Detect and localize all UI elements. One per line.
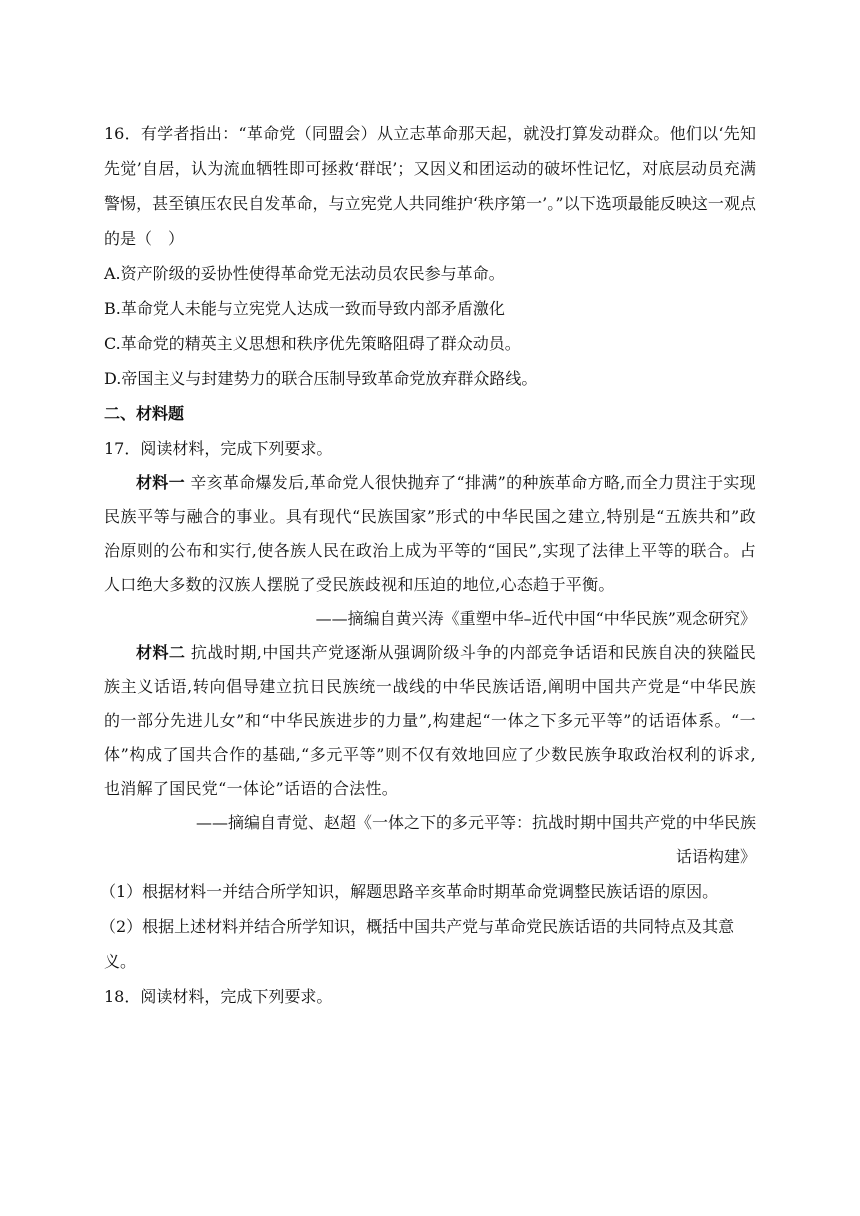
section-title: 二、材料题 [104,404,185,423]
material-1-source: ——摘编自黄兴涛《重塑中华–近代中国“中华民族”观念研究》 [315,609,756,628]
material-2-source-line-2: 话语构建》 [675,847,756,866]
question-16-option-d: D.帝国主义与封建势力的联合压制导致革命党放弃群众路线。 [104,369,538,388]
material-1-text: 辛亥革命爆发后,革命党人很快抛弃了“排满”的种族革命方略,而全力贯注于实现民族平等与融合的事业。具有现代“民族国家”形式的中华民国之建立,特别是“五族共和”政治原则的公布和实行,使各族人民在政治上成为平等的“国民”,实现了法律上平等的联合。占人口绝大多数的汉族人摆脱了受民族歧视和压迫的地位,心态趋于平衡。 [104,473,756,594]
question-16-option-b: B.革命党人未能与立宪党人达成一致而导致内部矛盾激化 [104,299,505,318]
question-16-stem: 16．有学者指出：“革命党（同盟会）从立志革命那天起，就没打算发动群众。他们以‘先知先觉’自居，认为流血牺牲即可拯救‘群氓’；又因义和团运动的破坏性记忆，对底层动员充满警惕，甚至镇压农民自发革命，与立宪党人共同维护‘秩序第一’。”以下选项最能反映这一观点的是（ ） [104,124,756,248]
material-2-label: 材料二 [136,643,186,662]
material-1 [104,466,756,602]
question-16-option-c: C.革命党的精英主义思想和秩序优先策略阻碍了群众动员。 [104,334,521,353]
material-2 [104,636,756,806]
question-17-stem: 17．阅读材料，完成下列要求。 [104,439,333,458]
question-16-option-a: A.资产阶级的妥协性使得革命党无法动员农民参与革命。 [104,264,505,283]
document-page [100,116,756,1014]
question-18-stem: 18．阅读材料，完成下列要求。 [104,987,333,1006]
material-2-text: 抗战时期,中国共产党逐渐从强调阶级斗争的内部竞争话语和民族自决的狭隘民族主义话语,转向倡导建立抗日民族统一战线的中华民族话语,阐明中国共产党是“中华民族的一部分先进儿女”和“中华民族进步的力量”,构建起“一体之下多元平等”的话语体系。“一体”构成了国共合作的基础,“多元平等”则不仅有效地回应了少数民族争取政治权利的诉求,也消解了国民党“一体论”话语的合法性。 [104,643,756,798]
material-1-label: 材料一 [136,473,185,492]
material-2-source-line-1: ——摘编自青觉、赵超《一体之下的多元平等：抗战时期中国共产党的中华民族 [195,813,756,832]
question-17-sub-1: （1）根据材料一并结合所学知识，解题思路辛亥革命时期革命党调整民族话语的原因。 [100,882,719,901]
question-17-sub-2: （2）根据上述材料并结合所学知识，概括中国共产党与革命党民族话语的共同特点及其意义。 [100,917,735,971]
